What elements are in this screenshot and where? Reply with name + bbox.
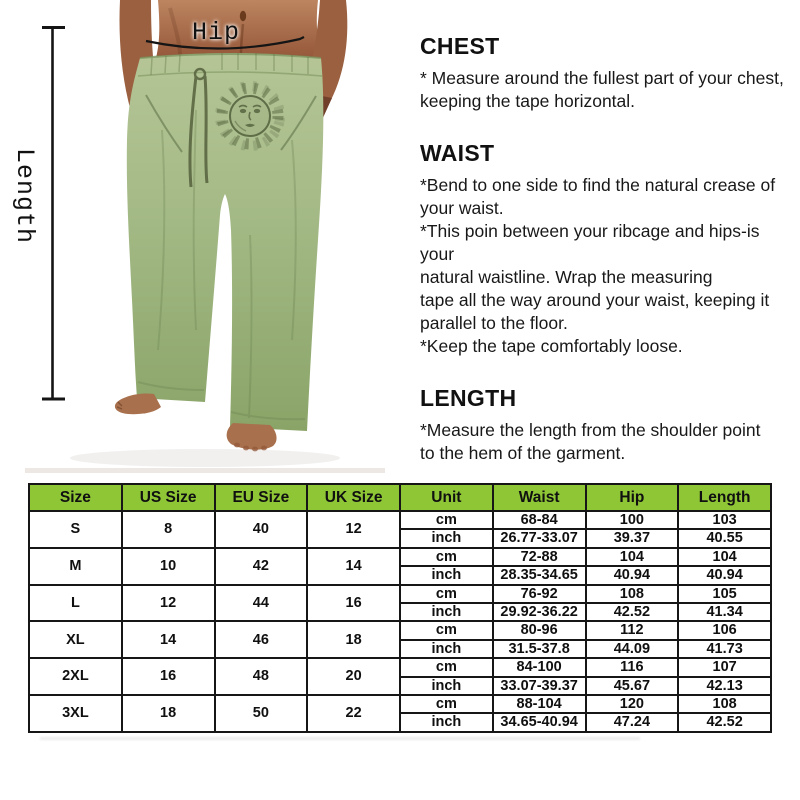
table-header-row [29, 484, 771, 511]
product-photo [0, 0, 400, 478]
cell-eu-size: 46 [215, 621, 308, 658]
cell-length: 42.52 [678, 713, 771, 732]
waist-heading: WAIST [420, 140, 495, 166]
chest-section [420, 33, 796, 113]
cell-us-size: 16 [122, 658, 215, 695]
cell-unit: cm [400, 548, 493, 566]
cell-us-size: 14 [122, 621, 215, 658]
cell-eu-size: 40 [215, 511, 308, 548]
cell-waist: 84-100 [493, 658, 586, 676]
cell-length: 40.94 [678, 566, 771, 584]
cell-waist: 33.07-39.37 [493, 677, 586, 695]
cell-hip: 120 [586, 695, 679, 713]
table-drop-shadow [40, 737, 640, 740]
cell-unit: cm [400, 621, 493, 639]
waist-line: your waist. [420, 198, 504, 218]
table-row [29, 511, 771, 529]
cell-hip: 42.52 [586, 603, 679, 621]
column-header-us-size: US Size [122, 484, 215, 511]
cell-eu-size: 50 [215, 695, 308, 732]
cell-length: 42.13 [678, 677, 771, 695]
photo-edge-band [25, 468, 385, 473]
cell-length: 41.34 [678, 603, 771, 621]
cell-length: 105 [678, 585, 771, 603]
waist-section [420, 140, 796, 358]
column-header-hip: Hip [586, 484, 679, 511]
cell-waist: 88-104 [493, 695, 586, 713]
cell-waist: 76-92 [493, 585, 586, 603]
cell-waist: 68-84 [493, 511, 586, 529]
waist-line: *This poin between your ribcage and hips-is your [420, 221, 760, 264]
cell-hip: 40.94 [586, 566, 679, 584]
column-header-unit: Unit [400, 484, 493, 511]
cell-hip: 39.37 [586, 529, 679, 547]
cell-hip: 47.24 [586, 713, 679, 732]
cell-hip: 104 [586, 548, 679, 566]
floor-shadow [70, 449, 340, 467]
navel [240, 11, 246, 21]
cell-us-size: 10 [122, 548, 215, 585]
cell-size: 3XL [29, 695, 122, 732]
cell-uk-size: 16 [307, 585, 400, 622]
cell-waist: 26.77-33.07 [493, 529, 586, 547]
length-line: to the hem of the garment. [420, 443, 626, 463]
cell-eu-size: 42 [215, 548, 308, 585]
cell-length: 40.55 [678, 529, 771, 547]
cell-unit: inch [400, 640, 493, 658]
waist-line: *Keep the tape comfortably loose. [420, 336, 683, 356]
cell-us-size: 12 [122, 585, 215, 622]
cell-waist: 31.5-37.8 [493, 640, 586, 658]
cell-unit: cm [400, 658, 493, 676]
cell-uk-size: 14 [307, 548, 400, 585]
column-header-size: Size [29, 484, 122, 511]
hip-label: Hip [192, 18, 241, 47]
cell-hip: 100 [586, 511, 679, 529]
cell-size: 2XL [29, 658, 122, 695]
length-label: Length [10, 148, 39, 245]
cell-hip: 112 [586, 621, 679, 639]
cell-length: 104 [678, 548, 771, 566]
cell-length: 41.73 [678, 640, 771, 658]
cell-unit: inch [400, 529, 493, 547]
cell-waist: 28.35-34.65 [493, 566, 586, 584]
cell-uk-size: 20 [307, 658, 400, 695]
size-chart-table [28, 483, 772, 733]
table-row [29, 548, 771, 566]
cell-waist: 80-96 [493, 621, 586, 639]
cell-uk-size: 18 [307, 621, 400, 658]
pants [127, 53, 324, 431]
cell-unit: inch [400, 566, 493, 584]
waist-line: natural waistline. Wrap the measuring [420, 267, 713, 287]
cell-hip: 45.67 [586, 677, 679, 695]
waist-line: *Bend to one side to find the natural crease of [420, 175, 776, 195]
model-illustration [0, 0, 400, 478]
column-header-uk-size: UK Size [307, 484, 400, 511]
cell-unit: inch [400, 713, 493, 732]
cell-unit: cm [400, 585, 493, 603]
cell-unit: cm [400, 511, 493, 529]
cell-size: L [29, 585, 122, 622]
cell-waist: 72-88 [493, 548, 586, 566]
length-heading: LENGTH [420, 385, 517, 411]
length-line: *Measure the length from the shoulder point [420, 420, 761, 440]
cell-unit: inch [400, 677, 493, 695]
cell-unit: cm [400, 695, 493, 713]
cell-waist: 29.92-36.22 [493, 603, 586, 621]
cell-us-size: 8 [122, 511, 215, 548]
cell-eu-size: 44 [215, 585, 308, 622]
cell-length: 106 [678, 621, 771, 639]
cell-length: 107 [678, 658, 771, 676]
waist-line: tape all the way around your waist, keeping it [420, 290, 770, 310]
cell-size: M [29, 548, 122, 585]
cell-hip: 116 [586, 658, 679, 676]
column-header-eu-size: EU Size [215, 484, 308, 511]
cell-uk-size: 12 [307, 511, 400, 548]
length-section [420, 385, 796, 465]
cell-waist: 34.65-40.94 [493, 713, 586, 732]
column-header-length: Length [678, 484, 771, 511]
cell-uk-size: 22 [307, 695, 400, 732]
cell-hip: 44.09 [586, 640, 679, 658]
waist-line: parallel to the floor. [420, 313, 568, 333]
length-measure-line [42, 28, 65, 400]
cell-us-size: 18 [122, 695, 215, 732]
cell-unit: inch [400, 603, 493, 621]
cell-size: XL [29, 621, 122, 658]
cell-length: 108 [678, 695, 771, 713]
chest-line: * Measure around the fullest part of your chest, [420, 68, 784, 88]
column-header-waist: Waist [493, 484, 586, 511]
table-row [29, 621, 771, 639]
cell-length: 103 [678, 511, 771, 529]
table-row [29, 658, 771, 676]
measuring-instructions [420, 33, 796, 492]
chest-line: keeping the tape horizontal. [420, 91, 636, 111]
cell-eu-size: 48 [215, 658, 308, 695]
cell-size: S [29, 511, 122, 548]
table-row [29, 695, 771, 713]
table-row [29, 585, 771, 603]
cell-hip: 108 [586, 585, 679, 603]
chest-heading: CHEST [420, 33, 500, 59]
